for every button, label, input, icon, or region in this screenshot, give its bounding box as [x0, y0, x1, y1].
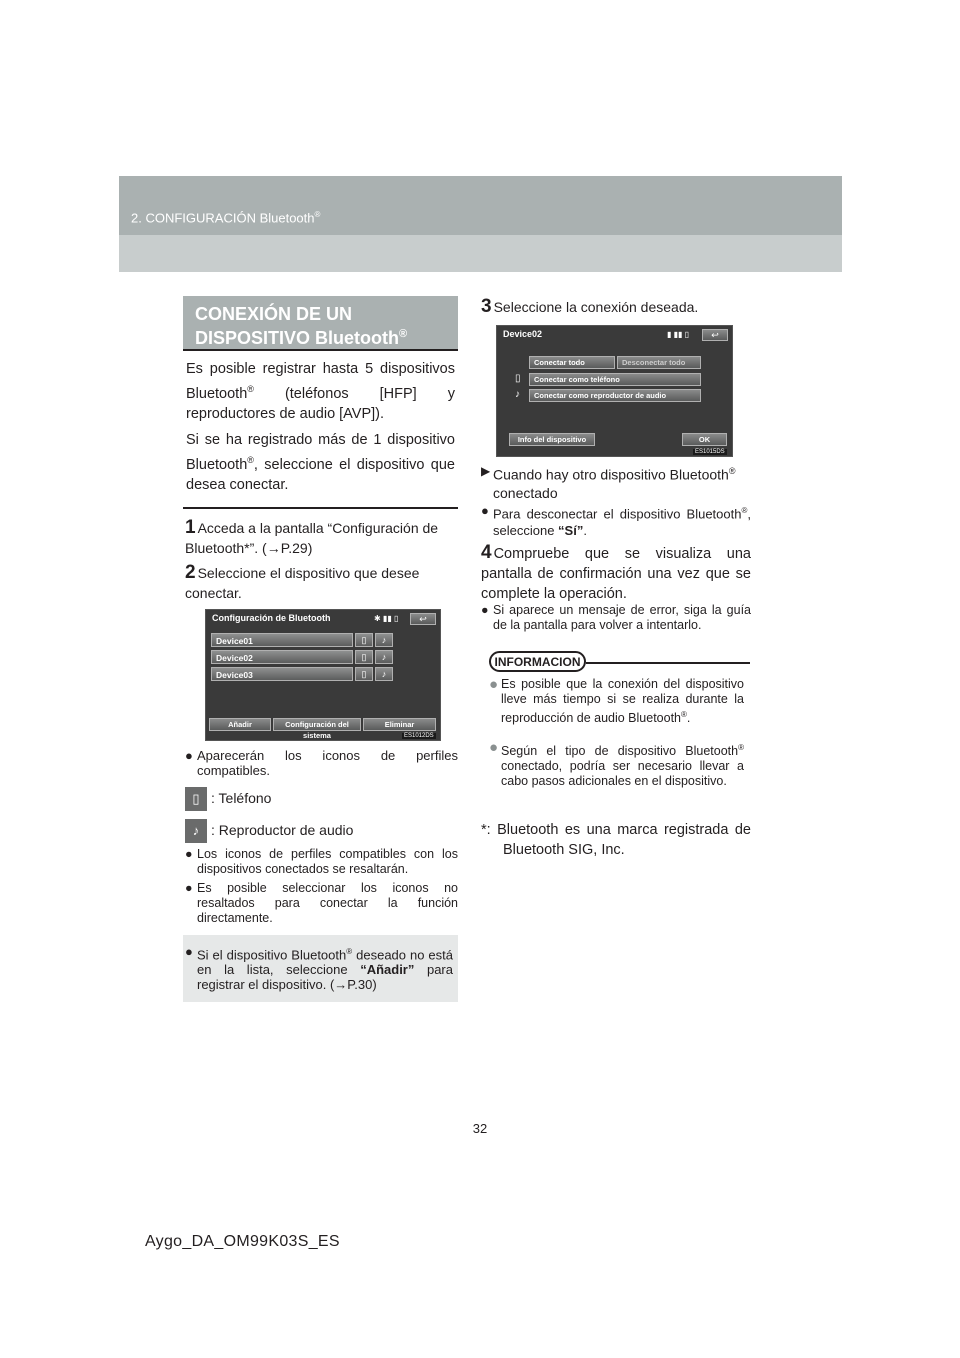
music-note-icon: ♪ — [375, 633, 393, 647]
phone-icon: ▯ — [355, 650, 373, 664]
phone-icon: ▯ — [355, 667, 373, 681]
document-code: Aygo_DA_OM99K03S_ES — [145, 1233, 340, 1250]
music-note-icon: ♪ — [375, 667, 393, 681]
arrow-icon: ▶ — [481, 464, 491, 478]
connect-phone-button: Conectar como teléfono — [529, 373, 701, 386]
screen-title: Configuración de Bluetooth — [212, 613, 331, 623]
device-row: Device02 — [211, 650, 353, 664]
phone-legend: ▯ : Teléfono — [185, 786, 271, 811]
system-settings-button: Configuración del sistema — [273, 718, 361, 731]
footnote: *: Bluetooth es una marca registrada de Bluetooth SIG, Inc. — [481, 822, 751, 858]
back-icon: ↩ — [702, 329, 728, 341]
device-connection-screenshot — [496, 325, 733, 457]
bluetooth-settings-screenshot — [205, 609, 441, 741]
status-icons: ✱ ▮▮ ▯ — [374, 614, 399, 623]
connect-audio-button: Conectar como reproductor de audio — [529, 389, 701, 402]
ok-button: OK — [682, 433, 727, 446]
heading-rule — [183, 349, 458, 351]
phone-icon: ▯ — [355, 633, 373, 647]
music-note-icon: ♪ — [515, 389, 520, 400]
delete-button: Eliminar — [363, 718, 436, 731]
bullet-item: ● Aparecerán los iconos de perfiles compatibles. — [185, 748, 458, 778]
step-2: 2 Seleccione el dispositivo que desee conectar. — [185, 562, 420, 601]
info-item: ● Según el tipo de dispositivo Bluetooth® conectado, podría ser necesario llevar a cabo pasos adicionales en el dispositivo. — [489, 739, 744, 789]
step-3: 3 Seleccione la conexión deseada. — [481, 296, 699, 317]
figure-code: ES1012DS — [404, 733, 434, 739]
bullet-item: ● Los iconos de perfiles compatibles con los dispositivos conectados se resaltarán. — [185, 847, 458, 876]
page-header — [119, 176, 842, 272]
bullet-item: ● Para desconectar el dispositivo Bluetooth®, seleccione “Sí”. — [481, 503, 751, 539]
phone-icon: ▯ — [185, 787, 207, 811]
figure-code: ES1015DS — [695, 449, 725, 455]
device-row: Device01 — [211, 633, 353, 647]
device-row: Device03 — [211, 667, 353, 681]
header-top-band — [119, 176, 842, 235]
info-heading: INFORMACION — [489, 651, 586, 672]
note-bullet: ● Si el dispositivo Bluetooth® deseado no está en la lista, seleccione “Añadir” para registrar el dispositivo. (→P.30) — [185, 944, 453, 993]
section-title: 2. CONFIGURACIÓN Bluetooth® — [131, 210, 321, 226]
add-button: Añadir — [209, 718, 271, 731]
condition-arrow: ▶ Cuando hay otro dispositivo Bluetooth® conectado — [481, 464, 736, 501]
connect-all-button: Conectar todo — [529, 356, 615, 369]
bullet-item: ● Es posible seleccionar los iconos no resaltados para conectar la función directamente. — [185, 881, 458, 925]
music-note-icon: ♪ — [185, 819, 207, 843]
info-rule — [586, 662, 750, 664]
step-1: 1 Acceda a la pantalla “Configuración de Bluetooth*”. (→P.29) — [185, 517, 439, 556]
intro-box: Es posible registrar hasta 5 dispositivos Bluetooth® (teléfonos [HFP] y reproductores de audio [AVP]). Si se ha registrado más de 1 dispositivo Bluetooth®, seleccione el dispositivo que desea conectar. — [183, 359, 458, 509]
music-note-icon: ♪ — [375, 650, 393, 664]
step-4: 4 Compruebe que se visualiza una pantalla de confirmación una vez que se complete la operación. — [481, 542, 751, 602]
screen-title: Device02 — [503, 329, 543, 339]
section-heading: CONEXIÓN DE UN DISPOSITIVO Bluetooth® — [183, 296, 458, 349]
phone-icon: ▯ — [515, 373, 521, 384]
disconnect-all-button: Desconectar todo — [617, 356, 701, 369]
page-number: 32 — [472, 1121, 488, 1136]
status-icons: ▮ ▮▮ ▯ — [667, 330, 690, 339]
device-info-button: Info del dispositivo — [509, 433, 595, 446]
audio-legend: ♪ : Reproductor de audio — [185, 818, 353, 843]
back-icon: ↩ — [410, 613, 436, 625]
bullet-item: ● Si aparece un mensaje de error, siga la guía de la pantalla para volver a intentarlo. — [481, 603, 751, 632]
info-item: ● Es posible que la conexión del dispositivo lleve más tiempo si se realiza durante la reproducción de audio Bluetooth®. — [489, 676, 744, 726]
